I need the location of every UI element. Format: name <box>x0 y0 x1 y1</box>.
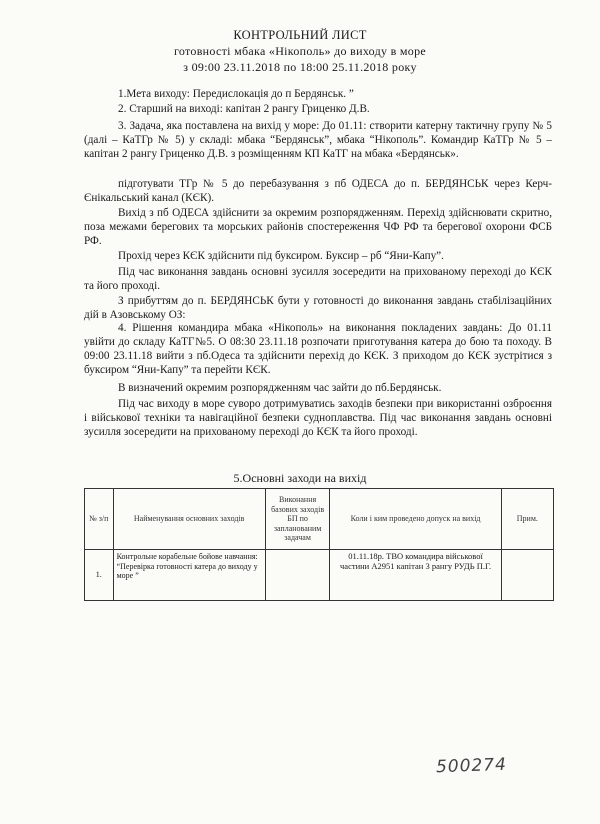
table-cell: 1. <box>85 550 114 601</box>
paragraph-7: Під час виконання завдань основні зусилля зосередити на прихованому переході до КЄК та його проході. <box>84 266 552 292</box>
table-header-row <box>85 489 554 550</box>
paragraph-5: Вихід з пб ОДЕСА здійснити за окремим розпорядженням. Перехід здійснювати скритно, поза межами берегових та морських районів спостереження ЧФ РФ та берегової охорони ФСБ РФ. <box>84 207 552 247</box>
paragraph-9: 4. Рішення командира мбака «Нікополь» на виконання покладених завдань: До 01.11 увійти до складу КаТГ№5. О 08:30 23.11.18 розпочати приготування катера до бою та походу. В 09:00 23.11.18 вийти з пб.Одеса та здійснити перехід до КЄК. З приходом до КЄК зустрітися з буксиром “Яни-Капу” та перейти КЄК. <box>84 322 552 376</box>
document-subtitle: готовності мбака «Нікополь» до виходу в море <box>173 44 427 58</box>
paragraph-10: В визначений окремим розпорядженням час зайти до пб.Бердянськ. <box>118 382 442 394</box>
column-header: Найменування основних заходів <box>113 489 265 550</box>
handwritten-number: 500274 <box>435 754 508 778</box>
table-title: 5.Основні заходи на вихід <box>233 471 367 485</box>
table-cell <box>501 550 553 601</box>
column-header: Виконання базових заходів БП по запланованим задачам <box>265 489 330 550</box>
paragraph-1: 1.Мета виходу: Передислокація до п Бердянськ. ” <box>118 88 354 100</box>
table-cell <box>265 550 330 601</box>
measures-table <box>84 488 554 601</box>
paragraph-4: підготувати ТГр № 5 до перебазування з пб ОДЕСА до п. БЕРДЯНСЬК через Керч-Єнікальський канал (КЄК). <box>84 178 552 204</box>
paragraph-6: Прохід через КЄК здійснити під буксиром. Буксир – рб “Яни-Капу”. <box>118 250 444 262</box>
column-header: Коли і ким проведено допуск на вихід <box>330 489 501 550</box>
column-header: № з/п <box>85 489 114 550</box>
paragraph-2: 2. Старший на виході: капітан 2 рангу Гриценко Д.В. <box>118 103 370 115</box>
column-header: Прим. <box>501 489 553 550</box>
paragraph-11: Під час виходу в море суворо дотримуватись заходів безпеки при використанні озброєння і військової техніки та навігаційної безпеки судноплавства. Під час виконання завдань основні зусилля зосередити на прихованому переході до КЄК та його проході. <box>84 398 552 438</box>
table-row <box>85 550 554 601</box>
table-cell: 01.11.18р. ТВО командира військової частини А2951 капітан 3 рангу РУДЬ П.Г. <box>330 550 501 601</box>
document-title: КОНТРОЛЬНИЙ ЛИСТ <box>233 28 367 42</box>
paragraph-8: З прибуттям до п. БЕРДЯНСЬК бути у готовності до виконання завдань стабілізаційних дій в Азовському ОЗ: <box>84 295 552 321</box>
document-period: з 09:00 23.11.2018 по 18:00 25.11.2018 року <box>183 60 417 74</box>
table-cell: Контрольне корабельне бойове навчання: “Перевірка готовності катера до виходу у море ” <box>113 550 265 601</box>
paragraph-3: 3. Задача, яка поставлена на вихід у море: До 01.11: створити катерну тактичну групу № 5 (далі – КаТГр № 5) у складі: мбака “Бердянськ”, мбака “Нікополь”. Командир КаТГр № 5 – капітан 2 рангу Гриценко Д.В. з розміщенням КП КаТГ на мбака «Бердянськ». <box>84 120 552 160</box>
